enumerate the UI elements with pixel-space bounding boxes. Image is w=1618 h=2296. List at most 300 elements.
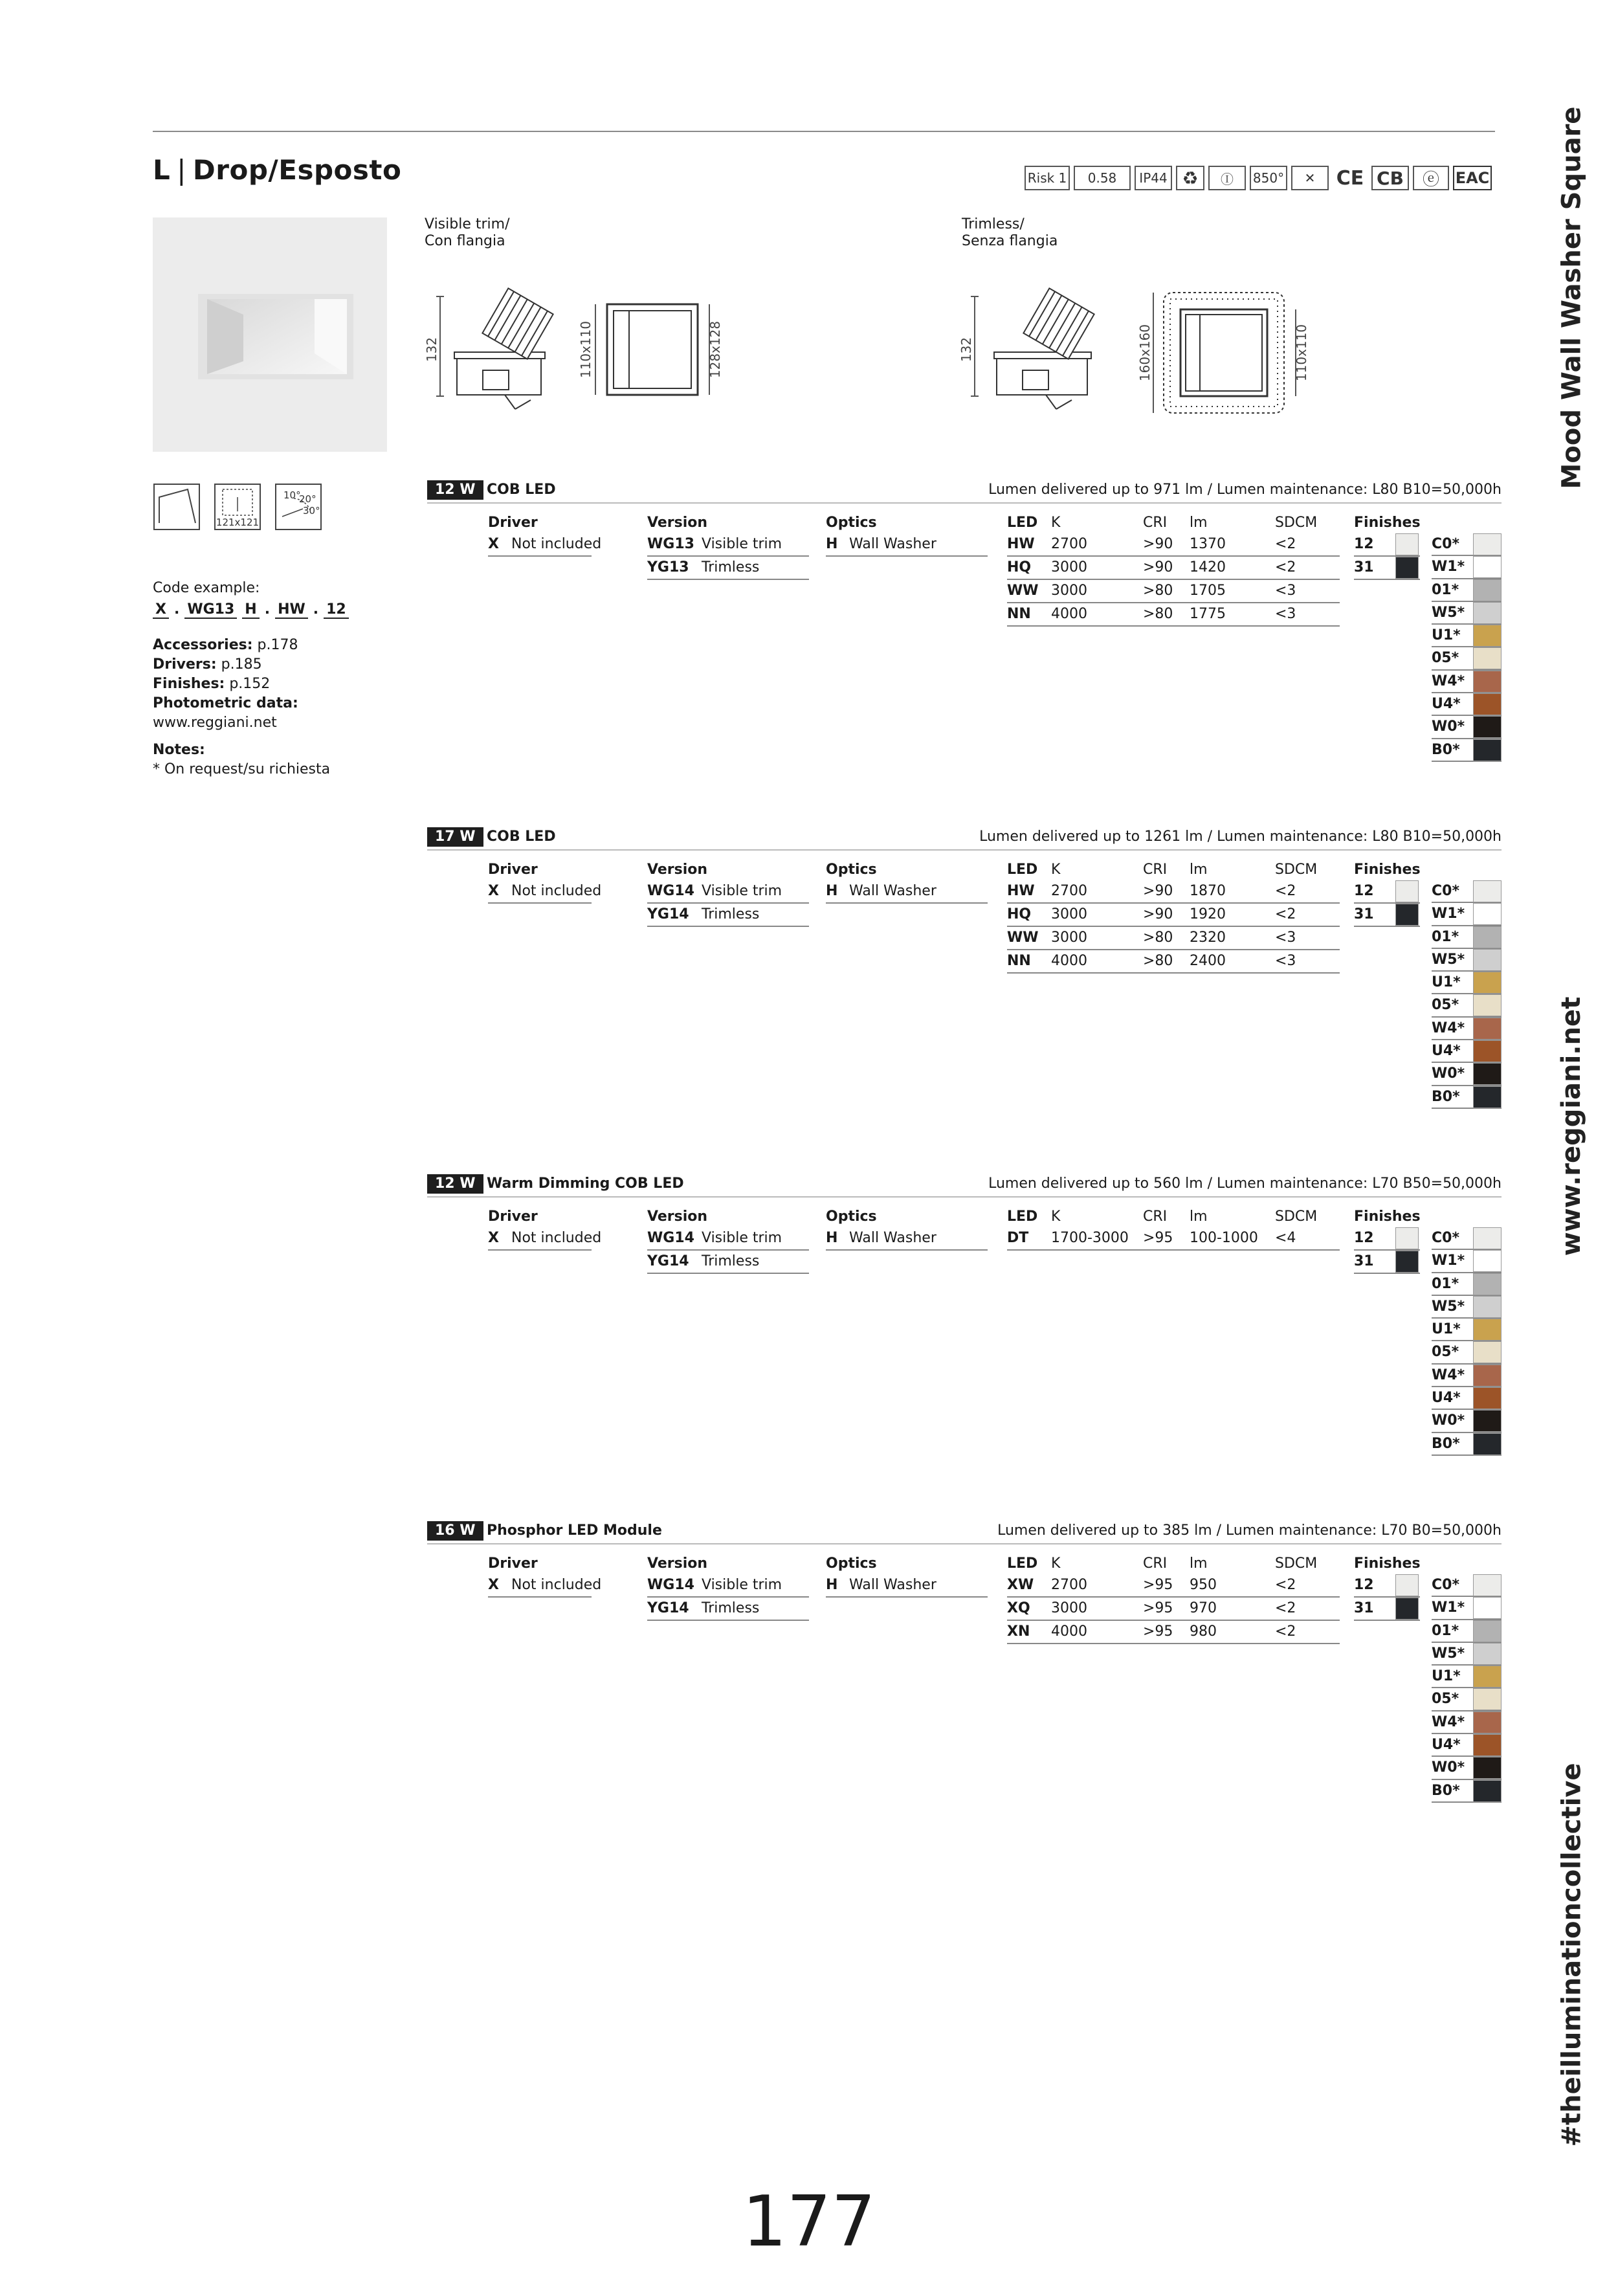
- finish-main-code: 31: [1354, 1600, 1374, 1616]
- finish-request-code: W4*: [1432, 1366, 1465, 1383]
- driver-code: X: [488, 1577, 499, 1593]
- finish-swatch: [1473, 1319, 1502, 1341]
- led-row: [1007, 880, 1340, 904]
- wattage-badge: 17 W: [427, 827, 483, 847]
- led-code: HQ: [1007, 559, 1032, 575]
- finish-request-row: [1432, 1063, 1502, 1086]
- side-product-line: [1542, 106, 1601, 489]
- finish-request-row: [1432, 1574, 1502, 1597]
- finish-request-row: [1432, 972, 1502, 994]
- led-sdcm: <2: [1275, 906, 1296, 922]
- finish-swatch: [1473, 671, 1502, 693]
- led-lm: 980: [1190, 1623, 1217, 1640]
- led-cri: >80: [1143, 606, 1173, 622]
- product-section: [427, 1173, 1502, 1497]
- led-k: 3000: [1051, 930, 1087, 946]
- version-header: Version: [647, 862, 708, 878]
- driver-header: Driver: [488, 1555, 538, 1572]
- finish-swatch: [1395, 880, 1419, 902]
- led-row: [1007, 927, 1340, 950]
- optics-code: H: [826, 883, 838, 899]
- led-k: 3000: [1051, 583, 1087, 599]
- finish-swatch: [1473, 1387, 1502, 1409]
- weight-cert-icon: 0.58: [1074, 166, 1131, 190]
- finish-request-row: [1432, 1711, 1502, 1734]
- led-k: 2700: [1051, 883, 1087, 899]
- led-header-sdcm: SDCM: [1275, 1555, 1318, 1572]
- finish-request-code: W0*: [1432, 1412, 1465, 1429]
- led-column: [1007, 860, 1340, 974]
- notes-block: [153, 741, 330, 779]
- dim-110-visible: 110x110: [578, 320, 593, 379]
- led-row: [1007, 950, 1340, 974]
- section-header: [427, 1173, 1502, 1198]
- finish-main-code: 31: [1354, 906, 1374, 922]
- led-row: [1007, 1598, 1340, 1621]
- finish-main-row: [1354, 1227, 1420, 1251]
- finish-swatch: [1473, 1086, 1502, 1108]
- trimless-label: [962, 216, 1058, 250]
- led-row: [1007, 580, 1340, 603]
- finish-request-row: [1432, 949, 1502, 972]
- version-row: [647, 1598, 809, 1621]
- led-k: 2700: [1051, 1577, 1087, 1593]
- led-row: [1007, 1621, 1340, 1644]
- optics-code: H: [826, 1230, 838, 1246]
- led-column: [1007, 1554, 1340, 1644]
- led-header-k: K: [1051, 1209, 1061, 1225]
- driver-label: Not included: [511, 536, 602, 552]
- led-lm: 1775: [1190, 606, 1226, 622]
- code-example: [153, 580, 349, 619]
- driver-code: X: [488, 883, 499, 899]
- optics-column: [826, 860, 988, 904]
- optics-header: Optics: [826, 1555, 877, 1572]
- driver-label: Not included: [511, 1577, 602, 1593]
- section-header: [427, 479, 1502, 504]
- finish-request-code: W5*: [1432, 951, 1465, 968]
- finish-request-row: [1432, 533, 1502, 556]
- finish-swatch: [1473, 1780, 1502, 1802]
- cutout-icon: [214, 483, 263, 531]
- finish-swatch: [1473, 647, 1502, 669]
- led-header-lm: lm: [1190, 515, 1208, 531]
- drivers-value: p.185: [216, 656, 262, 673]
- code-part-finish: 12: [324, 601, 349, 619]
- wattage-badge: 12 W: [427, 1174, 483, 1194]
- led-lm: 1920: [1190, 906, 1226, 922]
- notes-value: * On request/su richiesta: [153, 761, 331, 777]
- certification-icons: [1025, 164, 1503, 192]
- finish-swatch: [1473, 625, 1502, 647]
- finish-swatch: [1395, 1251, 1419, 1273]
- optics-header: Optics: [826, 515, 877, 531]
- finish-request-code: W5*: [1432, 1645, 1465, 1662]
- led-column: [1007, 513, 1340, 627]
- optics-header: Optics: [826, 1209, 877, 1225]
- finishes-header: Finishes: [1354, 1555, 1421, 1572]
- finishes-main-column: [1354, 860, 1420, 927]
- finish-swatch: [1395, 1598, 1419, 1620]
- series-letter: L: [153, 154, 171, 186]
- led-cri: >80: [1143, 930, 1173, 946]
- trimless-front-drawing: [1139, 285, 1320, 421]
- led-code: WW: [1007, 930, 1039, 946]
- finish-main-code: 31: [1354, 559, 1374, 575]
- led-code: WW: [1007, 583, 1039, 599]
- finish-request-row: [1432, 1319, 1502, 1341]
- finish-request-code: U1*: [1432, 974, 1461, 991]
- led-code: XQ: [1007, 1600, 1030, 1616]
- dim-160: 160x160: [1137, 324, 1153, 382]
- led-sdcm: <3: [1275, 953, 1296, 969]
- led-sdcm: <3: [1275, 583, 1296, 599]
- finish-swatch: [1395, 557, 1419, 579]
- driver-column: [488, 513, 602, 557]
- finish-request-row: [1432, 1410, 1502, 1432]
- finish-swatch: [1473, 739, 1502, 761]
- led-header-k: K: [1051, 515, 1061, 531]
- tilt-angle-icon: [274, 483, 324, 531]
- led-k: 3000: [1051, 559, 1087, 575]
- temperature-cert-icon: 850°: [1250, 166, 1287, 190]
- code-example-label: Code example:: [153, 580, 260, 596]
- led-header-row: [1007, 860, 1340, 880]
- dim-110-trimless: 110x110: [1294, 324, 1309, 382]
- finish-request-code: W4*: [1432, 1713, 1465, 1730]
- version-row: [647, 533, 809, 557]
- finish-request-row: [1432, 556, 1502, 579]
- finish-request-code: C0*: [1432, 536, 1459, 552]
- code-dot: .: [264, 601, 271, 618]
- led-cri: >90: [1143, 536, 1173, 552]
- finishes-request-column: [1432, 533, 1502, 762]
- led-lm: 950: [1190, 1577, 1217, 1593]
- led-sdcm: <3: [1275, 930, 1296, 946]
- finish-request-row: [1432, 1018, 1502, 1040]
- finish-request-code: B0*: [1432, 1782, 1460, 1799]
- version-code: YG14: [647, 1600, 689, 1616]
- led-header-lm: lm: [1190, 862, 1208, 878]
- led-k: 4000: [1051, 606, 1087, 622]
- finishes-ref: [153, 674, 298, 694]
- references-block: [153, 636, 298, 733]
- finish-request-row: [1432, 1086, 1502, 1109]
- finish-swatch: [1473, 949, 1502, 971]
- finish-swatch: [1473, 1666, 1502, 1688]
- finish-swatch: [1473, 1734, 1502, 1756]
- finish-swatch: [1473, 1410, 1502, 1432]
- finish-swatch: [1473, 1597, 1502, 1619]
- version-row: [647, 880, 809, 904]
- cutout-dimension: 121x121: [216, 517, 260, 528]
- version-row: [647, 904, 809, 927]
- finish-request-row: [1432, 602, 1502, 625]
- version-code: YG14: [647, 906, 689, 922]
- finish-request-row: [1432, 1365, 1502, 1387]
- finish-request-code: C0*: [1432, 1230, 1459, 1246]
- led-code: NN: [1007, 606, 1031, 622]
- photometric-ref: [153, 694, 298, 713]
- product-section: [427, 826, 1502, 1150]
- led-lm: 1370: [1190, 536, 1226, 552]
- led-sdcm: <2: [1275, 1577, 1296, 1593]
- no-insulation-icon: ✕: [1291, 166, 1329, 190]
- product-photo: [153, 217, 387, 452]
- finishes-request-column: [1432, 1574, 1502, 1803]
- finish-swatch: [1473, 1365, 1502, 1387]
- installation-icon: [153, 483, 202, 531]
- optics-label: Wall Washer: [849, 1577, 936, 1593]
- version-label: Visible trim: [702, 536, 782, 552]
- led-column: [1007, 1207, 1340, 1251]
- led-row: [1007, 1574, 1340, 1598]
- finish-main-row: [1354, 557, 1420, 580]
- led-sdcm: <2: [1275, 883, 1296, 899]
- finish-request-code: B0*: [1432, 741, 1460, 758]
- finish-main-row: [1354, 1598, 1420, 1621]
- led-cri: >90: [1143, 883, 1173, 899]
- led-row: [1007, 557, 1340, 580]
- driver-column: [488, 1207, 602, 1251]
- section-header: [427, 826, 1502, 851]
- led-header-k: K: [1051, 862, 1061, 878]
- driver-header: Driver: [488, 862, 538, 878]
- side-product-line-text: Mood Wall Washer Square: [1557, 106, 1587, 489]
- led-cri: >95: [1143, 1577, 1173, 1593]
- finish-swatch: [1473, 926, 1502, 948]
- finish-request-row: [1432, 1387, 1502, 1410]
- trimless-side-drawing: [955, 285, 1124, 421]
- risk-cert-icon: Risk 1: [1025, 166, 1070, 190]
- version-label: Visible trim: [702, 1230, 782, 1246]
- finish-swatch: [1395, 533, 1419, 555]
- product-section: [427, 1520, 1502, 1844]
- driver-code: X: [488, 536, 499, 552]
- finish-main-row: [1354, 904, 1420, 927]
- led-cri: >90: [1143, 906, 1173, 922]
- finish-request-code: 05*: [1432, 1691, 1459, 1708]
- led-code: HW: [1007, 536, 1035, 552]
- finish-swatch: [1473, 880, 1502, 902]
- led-header-led: LED: [1007, 1209, 1038, 1225]
- visible-trim-side-drawing: [421, 285, 576, 421]
- notes-label: Notes:: [153, 742, 205, 758]
- visible-trim-label-line2: Con flangia: [425, 233, 505, 249]
- led-cri: >95: [1143, 1623, 1173, 1640]
- version-label: Trimless: [702, 1600, 760, 1616]
- finish-request-row: [1432, 1250, 1502, 1273]
- finish-main-row: [1354, 880, 1420, 904]
- finish-request-row: [1432, 693, 1502, 716]
- led-k: 1700-3000: [1051, 1230, 1129, 1246]
- led-row: [1007, 533, 1340, 557]
- finish-request-code: W0*: [1432, 1065, 1465, 1082]
- finish-swatch: [1473, 1711, 1502, 1733]
- led-header-led: LED: [1007, 862, 1038, 878]
- version-label: Trimless: [702, 906, 760, 922]
- finish-request-row: [1432, 926, 1502, 949]
- trimless-label-line2: Senza flangia: [962, 233, 1058, 249]
- code-example-parts: [153, 601, 349, 619]
- finish-request-row: [1432, 903, 1502, 926]
- optics-header: Optics: [826, 862, 877, 878]
- led-sdcm: <2: [1275, 1623, 1296, 1640]
- finish-request-code: 01*: [1432, 1622, 1459, 1639]
- finish-request-code: U1*: [1432, 1321, 1461, 1338]
- dim-128: 128x128: [707, 320, 723, 379]
- version-header: Version: [647, 1555, 708, 1572]
- led-header-row: [1007, 513, 1340, 533]
- ce-mark-icon: CE: [1336, 166, 1364, 190]
- version-label: Trimless: [702, 559, 760, 575]
- optics-code: H: [826, 1577, 838, 1593]
- led-type: COB LED: [487, 829, 556, 845]
- led-header-sdcm: SDCM: [1275, 515, 1318, 531]
- finish-swatch: [1473, 972, 1502, 994]
- finish-request-row: [1432, 1341, 1502, 1364]
- optics-row: [826, 880, 988, 904]
- finish-main-row: [1354, 533, 1420, 557]
- cb-cert-icon: CB: [1371, 166, 1409, 190]
- finish-swatch: [1473, 1620, 1502, 1642]
- section-header: [427, 1520, 1502, 1544]
- led-row: [1007, 1227, 1340, 1251]
- finish-main-row: [1354, 1574, 1420, 1598]
- version-column: [647, 1207, 809, 1274]
- finish-main-code: 12: [1354, 1577, 1374, 1593]
- version-code: WG14: [647, 883, 694, 899]
- visible-trim-front-drawing: [576, 298, 731, 401]
- optics-column: [826, 1554, 988, 1598]
- led-header-lm: lm: [1190, 1209, 1208, 1225]
- version-label: Trimless: [702, 1253, 760, 1269]
- finish-swatch: [1473, 1341, 1502, 1363]
- finish-swatch: [1473, 716, 1502, 738]
- finish-request-row: [1432, 647, 1502, 670]
- finish-request-row: [1432, 716, 1502, 739]
- optics-row: [826, 1574, 988, 1598]
- finish-request-code: U4*: [1432, 1390, 1461, 1407]
- code-part-driver: X: [153, 601, 169, 619]
- led-type: COB LED: [487, 482, 556, 498]
- finish-request-code: 01*: [1432, 581, 1459, 598]
- finish-request-row: [1432, 1227, 1502, 1250]
- driver-header: Driver: [488, 515, 538, 531]
- optics-code: H: [826, 536, 838, 552]
- version-row: [647, 1227, 809, 1251]
- side-hashtag-text: #theilluminationcollective: [1557, 1763, 1586, 2147]
- led-code: HW: [1007, 883, 1035, 899]
- led-k: 4000: [1051, 953, 1087, 969]
- finish-request-row: [1432, 1780, 1502, 1803]
- accessories-ref: [153, 636, 298, 655]
- led-lm: 1705: [1190, 583, 1226, 599]
- finish-request-row: [1432, 739, 1502, 762]
- led-header-cri: CRI: [1143, 1555, 1168, 1572]
- finish-request-row: [1432, 671, 1502, 693]
- finish-swatch: [1473, 1296, 1502, 1318]
- finish-swatch: [1473, 533, 1502, 555]
- finishes-header: Finishes: [1354, 862, 1421, 878]
- finish-main-code: 31: [1354, 1253, 1374, 1269]
- led-cri: >80: [1143, 583, 1173, 599]
- led-k: 3000: [1051, 1600, 1087, 1616]
- led-row: [1007, 603, 1340, 627]
- finish-request-code: 01*: [1432, 928, 1459, 945]
- driver-code: X: [488, 1230, 499, 1246]
- led-k: 4000: [1051, 1623, 1087, 1640]
- lumen-info: Lumen delivered up to 1261 lm / Lumen maintenance: L80 B10=50,000h: [979, 829, 1502, 845]
- led-header-led: LED: [1007, 515, 1038, 531]
- angle-20: 20°: [299, 493, 316, 505]
- ip44-cert-icon: IP44: [1135, 166, 1172, 190]
- finish-request-code: B0*: [1432, 1435, 1460, 1452]
- finish-request-code: W4*: [1432, 1020, 1465, 1036]
- finish-request-code: W4*: [1432, 673, 1465, 689]
- code-dot: .: [173, 601, 180, 618]
- finish-swatch: [1473, 1643, 1502, 1665]
- finish-swatch: [1473, 1433, 1502, 1455]
- finish-swatch: [1395, 904, 1419, 926]
- led-type: Phosphor LED Module: [487, 1522, 662, 1539]
- finish-swatch: [1473, 903, 1502, 925]
- driver-row: [488, 1227, 602, 1251]
- version-row: [647, 1574, 809, 1598]
- finish-request-row: [1432, 1643, 1502, 1666]
- led-k: 2700: [1051, 536, 1087, 552]
- finish-request-code: 01*: [1432, 1275, 1459, 1292]
- finish-swatch: [1473, 1227, 1502, 1249]
- led-header-cri: CRI: [1143, 515, 1168, 531]
- led-k: 3000: [1051, 906, 1087, 922]
- led-code: XN: [1007, 1623, 1030, 1640]
- wattage-badge: 12 W: [427, 480, 483, 500]
- finish-request-code: W1*: [1432, 1253, 1465, 1269]
- finish-swatch: [1473, 1040, 1502, 1062]
- optics-label: Wall Washer: [849, 883, 936, 899]
- finish-request-row: [1432, 1597, 1502, 1620]
- driver-row: [488, 533, 602, 557]
- finish-request-code: U4*: [1432, 696, 1461, 713]
- finish-request-row: [1432, 1666, 1502, 1688]
- finish-request-code: W5*: [1432, 604, 1465, 621]
- finish-swatch: [1473, 1018, 1502, 1040]
- driver-column: [488, 1554, 602, 1598]
- version-column: [647, 513, 809, 580]
- version-column: [647, 1554, 809, 1621]
- code-dot: .: [313, 601, 319, 618]
- finish-request-row: [1432, 1433, 1502, 1456]
- led-sdcm: <3: [1275, 606, 1296, 622]
- led-cri: >90: [1143, 559, 1173, 575]
- finish-main-code: 12: [1354, 536, 1374, 552]
- driver-label: Not included: [511, 1230, 602, 1246]
- side-website-text: www.reggiani.net: [1557, 996, 1586, 1256]
- led-header-cri: CRI: [1143, 1209, 1168, 1225]
- version-row: [647, 557, 809, 580]
- finish-request-code: W1*: [1432, 1599, 1465, 1616]
- version-label: Visible trim: [702, 1577, 782, 1593]
- finish-request-code: B0*: [1432, 1088, 1460, 1105]
- finishes-label: Finishes:: [153, 676, 225, 692]
- optics-label: Wall Washer: [849, 1230, 936, 1246]
- led-lm: 1870: [1190, 883, 1226, 899]
- dim-132-visible: 132: [424, 337, 439, 362]
- finish-request-row: [1432, 880, 1502, 903]
- finish-request-code: U4*: [1432, 1737, 1461, 1754]
- finish-swatch: [1395, 1227, 1419, 1249]
